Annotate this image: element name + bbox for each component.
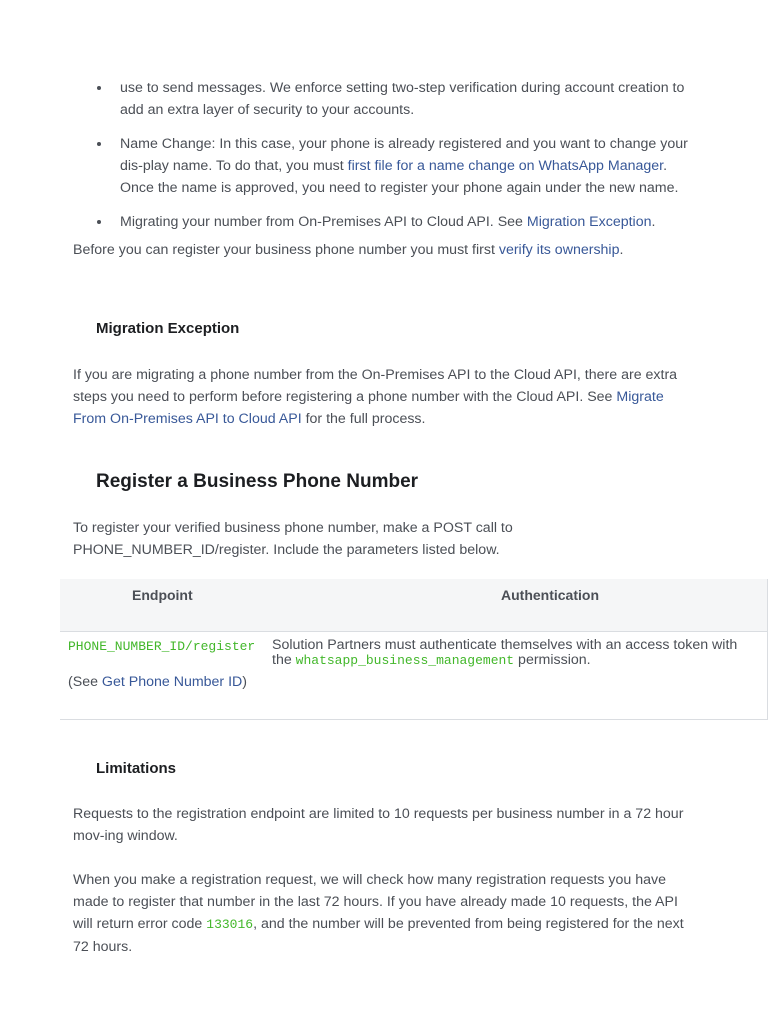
limitations-text-end: , and the number will be prevented from being registered for the next 72 hours. [73, 916, 684, 955]
bullet-text: Name Change: In this case, your phone is already registered and you want to change your dis-play name. To do that, you must [120, 136, 688, 174]
bullet-text: Migrating your number from On-Premises API to Cloud API. See [120, 214, 527, 230]
get-phone-number-id-link[interactable]: Get Phone Number ID [101, 674, 243, 690]
auth-text: Solution Partners must authenticate themselves with an access token with the [272, 637, 738, 668]
migrate-link[interactable]: Migrate From On-Premises API to Cloud API [73, 389, 664, 427]
migration-exception-heading: Migration Exception [96, 320, 240, 337]
name-change-link[interactable]: first file for a name change on WhatsApp Manager [347, 158, 664, 174]
endpoint-code [68, 638, 255, 654]
verify-text: Before you can register your business phone number you must first [73, 242, 499, 258]
bullet-text: use to send messages. We enforce setting two-step verification during account creation to add an extra layer of security to your accounts. [120, 80, 685, 118]
bullet-item-migrating [96, 211, 696, 233]
register-intro: To register your verified business phone number, make a POST call to PHONE_NUMBER_ID/register. Include the parameters listed below. [73, 520, 513, 558]
see-text: (See [68, 674, 102, 690]
authentication-header: Authentication [501, 587, 599, 603]
see-text-end: ) [242, 674, 248, 690]
bullet-text: . [651, 214, 656, 230]
table-header-row [60, 579, 767, 632]
auth-text-end: permission. [514, 652, 591, 668]
migration-text: If you are migrating a phone number from the On-Premises API to the Cloud API, there are extra steps you need to perform before registering a phone number with the Cloud API. See [73, 367, 678, 405]
migration-paragraph [73, 364, 695, 430]
verify-ownership-link[interactable]: verify its ownership [498, 242, 620, 258]
bullet-text: . Once the name is approved, you need to register your phone again under the new name. [120, 158, 679, 196]
register-heading: Register a Business Phone Number [96, 471, 419, 492]
migration-text-end: for the full process. [301, 411, 426, 427]
auth-permission-code: whatsapp_business_management [295, 653, 515, 668]
endpoint-header: Endpoint [132, 587, 193, 603]
endpoint-code-text: PHONE_NUMBER_ID/register [68, 639, 256, 654]
bullet-list [96, 77, 696, 233]
migration-exception-link[interactable]: Migration Exception [526, 214, 652, 230]
limitations-paragraph-2 [73, 869, 695, 958]
verify-paragraph [73, 239, 695, 261]
limitations-text: When you make a registration request, we will check how many registration requests you have made to register that number in the last 72 hours. If you have already made 10 requests, the API will return error code [73, 872, 678, 932]
verify-text-end: . [619, 242, 624, 258]
see-phone-number-id [68, 674, 247, 690]
bullet-item-two-step [96, 77, 696, 121]
error-code: 133016 [206, 917, 254, 932]
limitations-heading: Limitations [96, 760, 177, 777]
limitations-paragraph-1: Requests to the registration endpoint are limited to 10 requests per business number in a 72 hour mov-ing window. [73, 806, 684, 844]
bullet-item-name-change [96, 133, 696, 199]
authentication-cell [272, 638, 742, 668]
endpoint-table [60, 579, 768, 720]
